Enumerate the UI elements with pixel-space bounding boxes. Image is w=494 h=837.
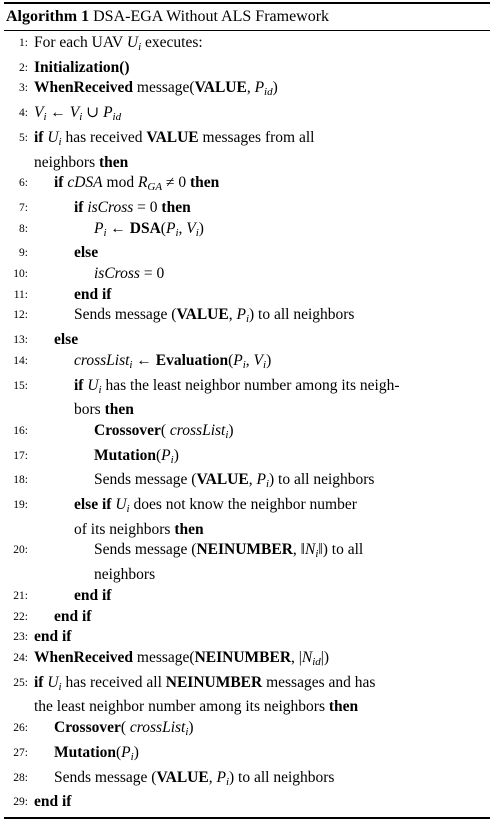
line-number: 23: [13,631,28,644]
algorithm-line [4,540,490,585]
line-number: 9: [19,247,28,260]
line-number: 12: [13,309,28,322]
algorithm-lines [4,31,490,813]
line-content: $P_i$ ← $DSA(P_i$, $V_i$) [94,219,204,239]
line-number: 7: [19,201,28,214]
line-number: 2: [19,61,28,74]
line-content: WhenReceived message(NEINUMBER, $|N_{id}|$) [34,648,330,668]
line-number: 18: [13,474,28,487]
algorithm-line [4,305,490,330]
algorithm-title: DSA-EGA Without ALS Framework [93,8,330,25]
line-content: $Mutation(P_i)$ [94,446,179,466]
algorithm-line [4,285,490,306]
line-number: 24: [13,651,28,664]
line-content: Sends message (VALUE, $P_i$) to all neighbors [54,768,335,788]
line-number: 15: [13,379,28,392]
algorithm-line [4,58,490,79]
line-number: 20: [13,544,28,557]
algorithm-line [4,243,490,264]
algorithm-line [4,446,490,471]
algorithm-line [4,586,490,607]
line-content: end if [34,628,72,646]
line-number: 4: [19,107,28,120]
line-number: 21: [13,589,28,602]
line-content: $Mutation(P_i)$ [54,743,139,763]
algorithm-line [4,495,490,540]
algorithm-line [4,673,490,718]
line-content: end if [74,586,112,604]
algorithm-line [4,792,490,813]
line-number: 14: [13,354,28,367]
line-number: 19: [13,499,28,512]
line-number: 5: [19,131,28,144]
algorithm-line [4,351,490,376]
algorithm-line [4,330,490,351]
line-number: 28: [13,771,28,784]
algorithm-line [4,718,490,743]
algorithm-line [4,648,490,673]
line-content: else [74,244,99,262]
algorithm-line [4,198,490,219]
algorithm-line [4,627,490,648]
line-content: For each UAV $U_i$ executes: [34,34,203,53]
algorithm-line [4,743,490,768]
algorithm-line [4,768,490,793]
line-content: if $U_i$ has the least neighbor number among its neigh- bors then [74,376,400,419]
line-content: else if $U_i$ does not know the neighbor number of its neighbors then [74,496,357,538]
line-content: if $U_i$ has received VALUE messages from all neighbors then [34,128,315,171]
algorithm-line [4,421,490,446]
line-number: 1: [19,37,28,49]
line-number: 29: [13,796,28,809]
algorithm-box [4,2,490,819]
line-number: 27: [13,746,28,759]
line-content: end if [54,607,92,625]
line-number: 8: [19,222,28,235]
line-content: end if [74,285,112,303]
line-content: end if [34,793,72,811]
line-content: if $U_i$ has received all NEINUMBER messages and has the least neighbor number among its neighbors then [34,673,376,716]
line-number: 16: [13,424,28,437]
line-number: 3: [19,82,28,95]
line-content: Crossover( crossList$_i$) [54,719,194,739]
line-content: Sends message (NEINUMBER, $‖N_i‖$) to all neighbors [94,541,364,584]
line-content: Sends message (VALUE, $P_i$) to all neighbors [74,306,355,326]
line-number: 17: [13,449,28,462]
algorithm-label: Algorithm 1 [6,8,90,25]
line-content: Crossover( crossList$_i$) [94,421,234,441]
algorithm-line [4,264,490,285]
algorithm-caption [4,4,490,30]
line-content: if cDSA mod $R_{GA} \ne 0$ then [54,174,220,194]
algorithm-line [4,78,490,103]
algorithm-line [4,173,490,198]
line-content: else [54,331,79,349]
algorithm-line [4,607,490,628]
line-number: 6: [19,177,28,190]
algorithm-line [4,103,490,128]
line-content: Sends message (VALUE, $P_i$) to all neighbors [94,471,375,491]
line-content: if isCross = 0 then [74,198,191,216]
line-number: 22: [13,610,28,623]
line-content: isCross = 0 [94,265,165,283]
algorithm-line [4,128,490,173]
algorithm-line [4,219,490,244]
line-number: 25: [13,676,28,689]
algorithm-line [4,376,490,421]
algorithm-line [4,470,490,495]
algorithm-line [4,33,490,58]
line-content: $V_i$ ← $V_i$ ∪ $P_{id}$ [34,104,122,124]
line-number: 11: [13,288,28,301]
line-content: Initialization() [34,58,130,76]
line-number: 13: [13,334,28,347]
line-number: 10: [13,268,28,281]
line-content: WhenReceived message(VALUE, $P_{id}$) [34,79,278,99]
bottom-rule [4,817,490,819]
line-content: crossList$_i$ ← $Evaluation(P_i$, $V_i$) [74,351,272,371]
line-number: 26: [13,722,28,735]
